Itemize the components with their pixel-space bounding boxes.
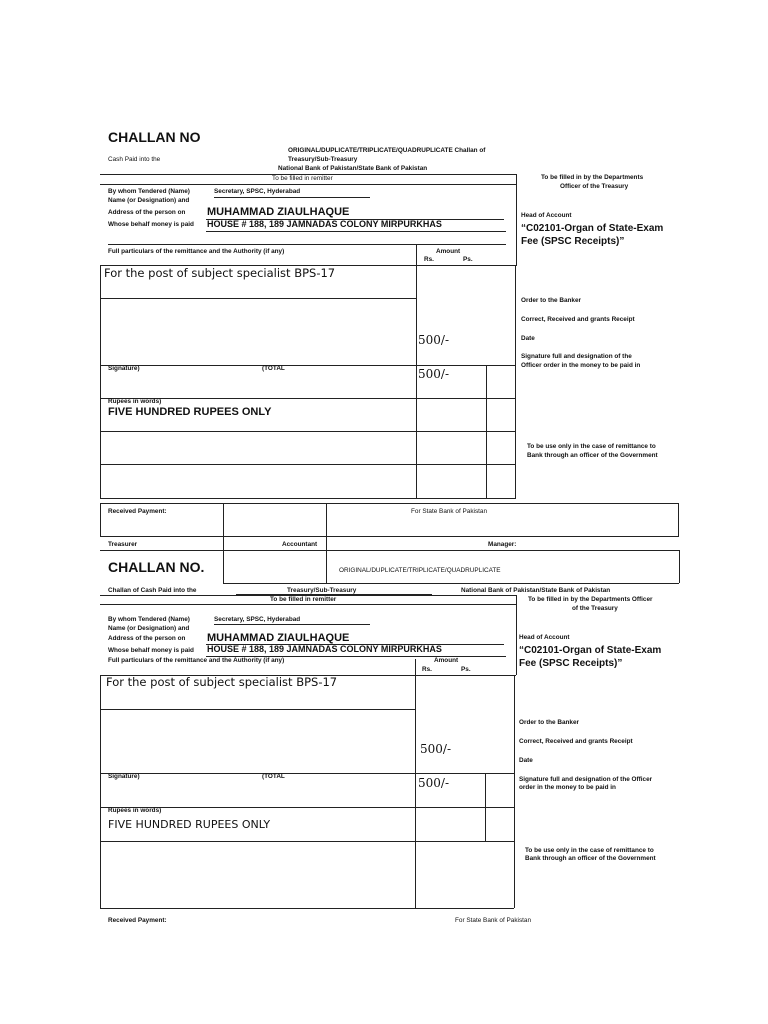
amount-value: 500/-	[420, 742, 452, 756]
remittance-particulars: For the post of subject specialist BPS-17	[106, 675, 338, 689]
remittance-particulars: For the post of subject specialist BPS-17	[104, 266, 336, 280]
signature-label: Signature)	[108, 365, 140, 372]
departments-label-2: of the Treasury	[572, 605, 618, 612]
payer-name: MUHAMMAD ZIAULHAQUE	[207, 206, 350, 218]
payer-address: HOUSE # 188, 189 JAMNADAS COLONY MIRPURKHAS	[207, 219, 442, 229]
remittance-note-2: Bank through an officer of the Government	[525, 855, 656, 862]
amount-label: Amount	[434, 657, 459, 664]
order-to-banker: Order to the Banker	[521, 297, 582, 304]
tendered-label: By whom Tendered (Name)	[108, 188, 190, 195]
correct-received-label: Correct, Received and grants Receipt	[521, 316, 635, 323]
head-of-account-value: “C02101-Organ of State-Exam Fee (SPSC Receipts)”	[521, 223, 664, 247]
behalf-label: Whose behalf money is paid	[108, 221, 194, 228]
rs-label: Rs.	[424, 256, 434, 263]
rupees-in-words-label: Rupees in words)	[108, 807, 162, 814]
total-value: 500/-	[418, 776, 450, 790]
particulars-label: Full particulars of the remittance and the Authority (if any)	[108, 248, 285, 255]
total-value: 500/-	[418, 367, 450, 381]
tendered-value: Secretary, SPSC, Hyderabad	[214, 188, 301, 195]
cash-paid-label: Challan of Cash Paid into the	[108, 587, 197, 594]
payer-name: MUHAMMAD ZIAULHAQUE	[207, 632, 350, 644]
manager-label: Manager:	[488, 541, 517, 548]
remittance-note-2: Bank through an officer of the Government	[527, 452, 658, 459]
amount-label: Amount	[436, 248, 461, 255]
signature-full-line-1: Signature full and designation of the	[521, 353, 632, 360]
received-payment-label: Received Payment:	[108, 508, 167, 515]
signature-label: Signature)	[108, 773, 140, 780]
name-label: Name (or Designation) and	[108, 625, 190, 632]
ps-label: Ps.	[463, 256, 473, 263]
total-label: (TOTAL	[262, 365, 285, 372]
head-of-account-value: “C02101-Organ of State-Exam Fee (SPSC Receipts)”	[519, 645, 662, 669]
behalf-label: Whose behalf money is paid	[108, 647, 194, 654]
amount-value: 500/-	[418, 333, 450, 347]
rupees-in-words-label: Rupees in words)	[108, 398, 162, 405]
remittance-note-1: To be use only in the case of remittance to	[525, 847, 654, 854]
challan-title: CHALLAN NO.	[108, 559, 205, 575]
for-sbp-label: For State Bank of Pakistan	[455, 917, 532, 924]
ps-label: Ps.	[461, 666, 471, 673]
for-sbp-label: For State Bank of Pakistan	[411, 508, 488, 515]
copy-type-line-2: Treasury/Sub-Treasury	[288, 156, 358, 163]
remitter-section-label: To be filled in remitter	[270, 596, 337, 603]
copy-type-line: ORIGINAL/DUPLICATE/TRIPLICATE/QUADRUPLICATE	[339, 567, 501, 574]
rupees-in-words-value: FIVE HUNDRED RUPEES ONLY	[108, 406, 272, 418]
particulars-label: Full particulars of the remittance and the Authority (if any)	[108, 657, 285, 664]
challan-title: CHALLAN NO	[108, 129, 201, 145]
total-label: (TOTAL	[262, 773, 285, 780]
payer-address: HOUSE # 188, 189 JAMNADAS COLONY MIRPURKHAS	[207, 644, 442, 654]
received-payment-label: Received Payment:	[108, 917, 167, 924]
cash-paid-label: Cash Paid into the	[108, 156, 161, 163]
head-of-account-label: Head of Account	[519, 634, 570, 641]
date-label: Date	[519, 757, 533, 764]
accountant-label: Accountant	[282, 541, 318, 548]
nbp-label: National Bank of Pakistan/State Bank of Pakistan	[461, 587, 611, 594]
signature-full-line-2: order in the money to be paid in	[519, 784, 616, 791]
tendered-label: By whom Tendered (Name)	[108, 616, 190, 623]
copy-type-line-1: ORIGINAL/DUPLICATE/TRIPLICATE/QUADRUPLICATE Challan of	[288, 147, 486, 154]
address-label: Address of the person on	[108, 209, 186, 216]
tendered-value: Secretary, SPSC, Hyderabad	[214, 616, 301, 623]
rupees-in-words-value: FIVE HUNDRED RUPEES ONLY	[108, 818, 271, 831]
departments-label-2: Officer of the Treasury	[560, 183, 629, 190]
signature-full-line-2: Officer order in the money to be paid in	[521, 362, 641, 369]
remitter-section-label: To be filled in remitter	[272, 175, 333, 182]
order-to-banker: Order to the Banker	[519, 719, 580, 726]
treasury-label: Treasury/Sub-Treasury	[287, 587, 357, 594]
rs-label: Rs.	[422, 666, 432, 673]
date-label: Date	[521, 335, 535, 342]
address-label: Address of the person on	[108, 635, 186, 642]
remittance-note-1: To be use only in the case of remittance to	[527, 443, 656, 450]
name-label: Name (or Designation) and	[108, 197, 190, 204]
departments-label-1: To be filled in by the Departments	[541, 174, 644, 181]
treasurer-label: Treasurer	[108, 541, 138, 548]
departments-label-1: To be filled in by the Departments Officer	[528, 596, 653, 603]
head-of-account-label: Head of Account	[521, 212, 572, 219]
correct-received-label: Correct, Received and grants Receipt	[519, 738, 633, 745]
signature-full-line-1: Signature full and designation of the Officer	[519, 776, 653, 783]
copy-type-line-3: National Bank of Pakistan/State Bank of Pakistan	[278, 165, 428, 172]
